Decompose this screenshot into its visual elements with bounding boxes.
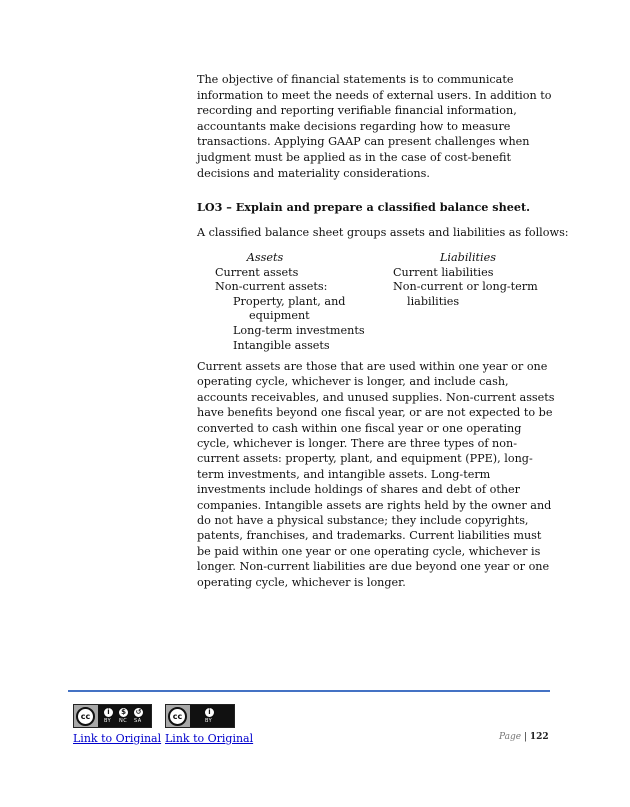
long-term-investments-item: Long-term investments xyxy=(233,323,365,337)
noncurrent-liabilities-line1: Non-current or long-term xyxy=(393,280,538,294)
intro-paragraph: The objective of financial statements is to communicate information to meet the needs of external users. In addition to recording and reporting verifiable financial information, accountants make decisions regarding how to measure transactions. Applying GAAP can present challenges when judgment must be applied as in the case of cost-benefit decisions and materiality considerations. xyxy=(197,73,552,180)
current-liabilities-item: Current liabilities xyxy=(393,265,494,279)
page-word: Page xyxy=(499,732,522,742)
sharealike-icon: ↺ xyxy=(133,707,144,718)
by-label: BY xyxy=(104,718,112,724)
cc-by-nc-sa-license-badge[interactable] xyxy=(73,704,152,728)
liabilities-column xyxy=(393,251,563,309)
license-badge-strip xyxy=(190,705,234,727)
attribution-icon: i xyxy=(204,707,215,718)
link-to-original-1[interactable]: Link to Original xyxy=(73,732,162,745)
liabilities-title: Liabilities xyxy=(439,251,496,264)
section-intro: A classified balance sheet groups assets and liabilities as follows: xyxy=(197,226,569,239)
cc-icon: cc xyxy=(168,707,187,726)
ppe-item-line2: equipment xyxy=(249,309,310,323)
sa-label: SA xyxy=(134,718,142,724)
footer-rule xyxy=(68,690,550,692)
section-heading: LO3 – Explain and prepare a classified balance sheet. xyxy=(197,200,531,214)
body-paragraph: Current assets are those that are used within one year or one operating cycle, whichever is longer, and include cash, accounts receivables, and unused supplies. Non-current assets have benefits beyond one fiscal year, or are not expected to be converted to cash within one fiscal year or one operating cycle, whichever is longer. There are three types of non-current assets: property, plant, and equipment (PPE), long-term investments, and intangible assets. Long-term investments include holdings of shares and debt of other companies. Intangible assets are rights held by the owner and do not have a physical substance; they include copyrights, patents, franchises, and trademarks. Current liabilities must be paid within one year or one operating cycle, whichever is longer. Non-current liabilities are due beyond one year or one operating cycle, whichever is longer. xyxy=(197,360,555,589)
page-number xyxy=(499,732,549,742)
ppe-item-line1: Property, plant, and xyxy=(233,294,346,308)
noncurrent-assets-item: Non-current assets: xyxy=(215,280,328,294)
noncommercial-icon: $ xyxy=(118,707,129,718)
cc-by-license-badge[interactable] xyxy=(165,704,235,728)
assets-column xyxy=(215,251,385,353)
intangible-assets-item: Intangible assets xyxy=(233,338,330,352)
cc-icon: cc xyxy=(76,707,95,726)
by-label: BY xyxy=(205,718,213,724)
license-badge-strip xyxy=(98,705,151,727)
current-assets-item: Current assets xyxy=(215,265,299,279)
attribution-icon: i xyxy=(103,707,114,718)
page-separator: | xyxy=(521,732,530,742)
noncurrent-liabilities-line2: liabilities xyxy=(407,294,460,308)
assets-title: Assets xyxy=(246,251,284,264)
nc-label: NC xyxy=(119,718,128,724)
page-number-value: 122 xyxy=(529,732,549,742)
link-to-original-2[interactable]: Link to Original xyxy=(165,732,254,745)
